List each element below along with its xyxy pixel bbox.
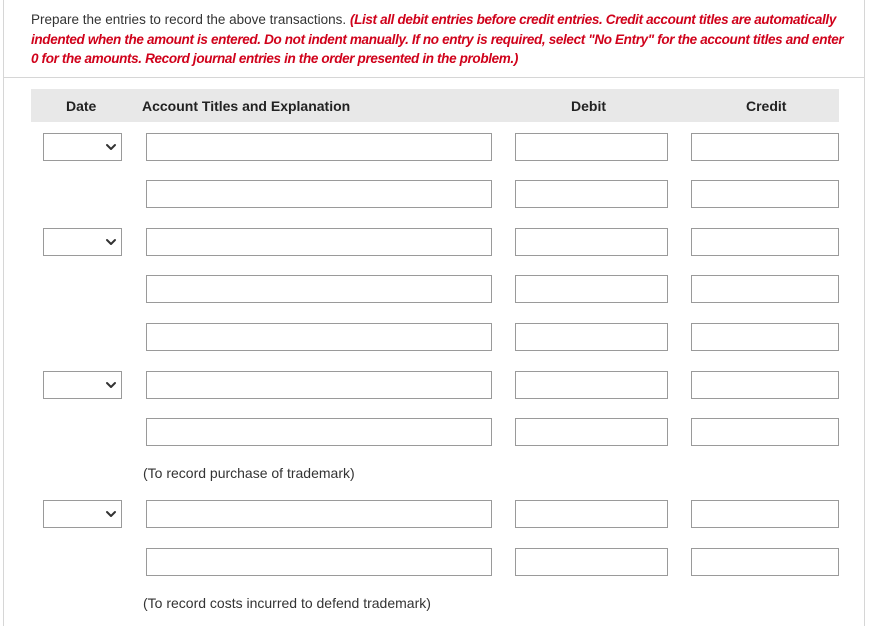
date-select[interactable]	[43, 133, 122, 161]
debit-input[interactable]	[515, 228, 668, 256]
account-title-input[interactable]	[146, 371, 492, 399]
chevron-down-icon	[105, 507, 117, 521]
debit-input[interactable]	[515, 371, 668, 399]
account-title-input[interactable]	[146, 500, 492, 528]
date-select[interactable]	[43, 500, 122, 528]
debit-input[interactable]	[515, 500, 668, 528]
header-date: Date	[66, 98, 97, 114]
date-select[interactable]	[43, 228, 122, 256]
date-select[interactable]	[43, 371, 122, 399]
debit-input[interactable]	[515, 133, 668, 161]
credit-input[interactable]	[691, 548, 839, 576]
instructions-emphasis: (List all debit entries before credit entries. Credit account titles are automatically indented when the amount is entered. Do not indent manually. If no entry is required, select "No Entry" for the account titles and enter 0 for the amounts. Record journal entries in the order presented in the problem.)	[31, 12, 844, 66]
entry-explanation: (To record purchase of trademark)	[143, 465, 355, 481]
debit-input[interactable]	[515, 323, 668, 351]
credit-input[interactable]	[691, 323, 839, 351]
journal-table-header	[31, 89, 839, 122]
instructions-text: Prepare the entries to record the above transactions.	[31, 12, 350, 27]
header-account-titles: Account Titles and Explanation	[142, 98, 351, 114]
credit-input[interactable]	[691, 418, 839, 446]
debit-input[interactable]	[515, 275, 668, 303]
chevron-down-icon	[105, 378, 117, 392]
account-title-input[interactable]	[146, 180, 492, 208]
account-title-input[interactable]	[146, 133, 492, 161]
account-title-input[interactable]	[146, 323, 492, 351]
entry-explanation: (To record costs incurred to defend trademark)	[143, 595, 431, 611]
account-title-input[interactable]	[146, 228, 492, 256]
debit-input[interactable]	[515, 418, 668, 446]
divider	[3, 77, 865, 78]
account-title-input[interactable]	[146, 548, 492, 576]
header-debit: Debit	[571, 98, 606, 114]
chevron-down-icon	[105, 235, 117, 249]
debit-input[interactable]	[515, 548, 668, 576]
credit-input[interactable]	[691, 180, 839, 208]
account-title-input[interactable]	[146, 418, 492, 446]
credit-input[interactable]	[691, 228, 839, 256]
credit-input[interactable]	[691, 500, 839, 528]
credit-input[interactable]	[691, 371, 839, 399]
credit-input[interactable]	[691, 133, 839, 161]
debit-input[interactable]	[515, 180, 668, 208]
chevron-down-icon	[105, 140, 117, 154]
account-title-input[interactable]	[146, 275, 492, 303]
credit-input[interactable]	[691, 275, 839, 303]
header-credit: Credit	[746, 98, 787, 114]
instructions	[31, 10, 846, 69]
